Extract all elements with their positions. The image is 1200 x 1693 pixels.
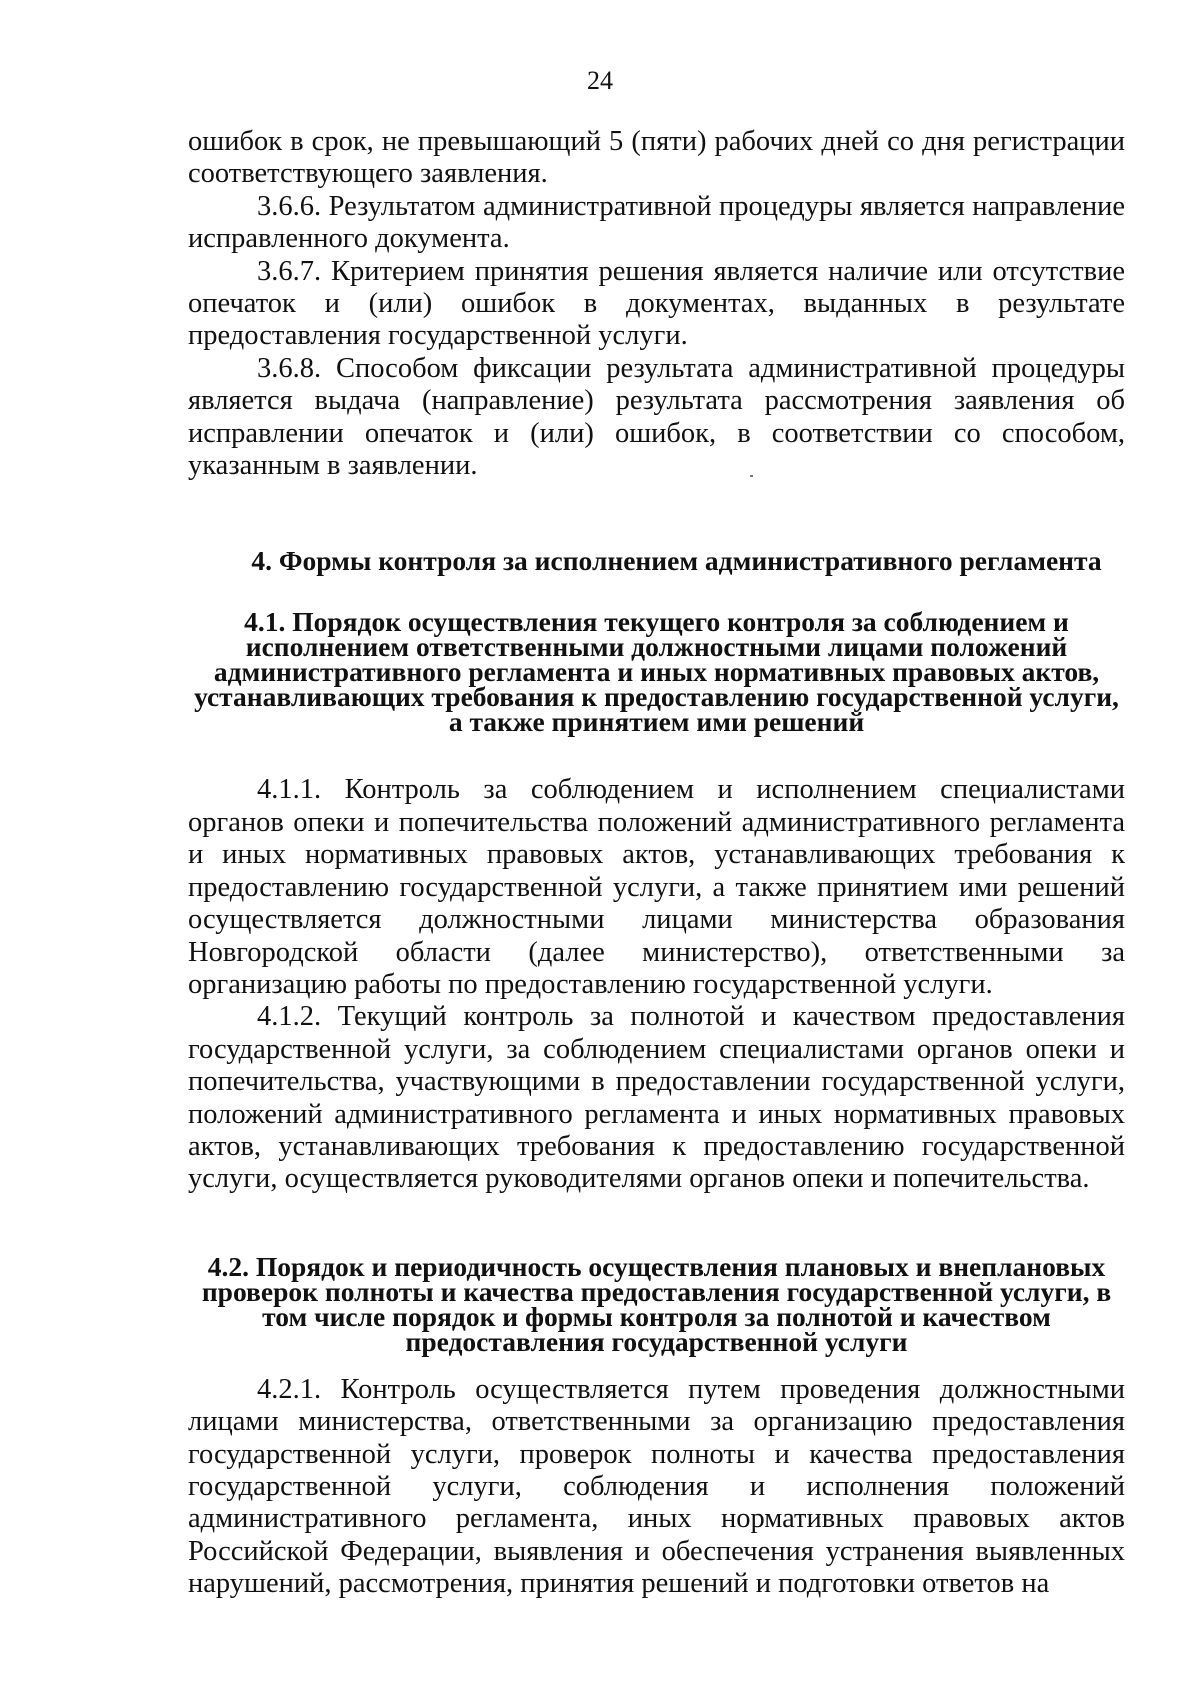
paragraph-3-6-8: 3.6.8. Способом фиксации результата административной процедуры является выдача (направление) результата рассмотрения заявления об исправлении опечаток и (или) ошибок, в соответствии со способом, указанным в заявлении. (188, 352, 1125, 482)
page-content (188, 126, 1125, 1601)
section-4-1-heading: 4.1. Порядок осуществления текущего контроля за соблюдением и исполнением ответственными должностными лицами положений административного регламента и иных нормативных правовых актов, устанавливающих требования к предоставлению государственной услуги, а также принятием ими решений (194, 606, 1119, 738)
page-number: 24 (587, 66, 613, 95)
scan-speck (750, 475, 753, 477)
section-4-2-heading: 4.2. Порядок и периодичность осуществления плановых и внеплановых проверок полноты и качества предоставления государственной услуги, в том числе порядок и формы контроля за полнотой и качеством предоставления государственной услуги (201, 1250, 1112, 1357)
section-4-heading: 4. Формы контроля за исполнением административного регламента (251, 545, 1102, 577)
paragraph-4-1-2: 4.1.2. Текущий контроль за полнотой и качеством предоставления государственной услуги, за соблюдением специалистами органов опеки и попечительства, участвующими в предоставлении государственной услуги, положений административного регламента и иных нормативных правовых актов, устанавливающих требования к предоставлению государственной услуги, осуществляется руководителями органов опеки и попечительства. (188, 1001, 1125, 1195)
paragraph-3-6-6: 3.6.6. Результатом административной процедуры является направление исправленного документа. (188, 190, 1125, 255)
paragraph-4-2-1: 4.2.1. Контроль осуществляется путем проведения должностными лицами министерства, ответственными за организацию предоставления государственной услуги, проверок полноты и качества предоставления государственной услуги, соблюдения и исполнения положений административного регламента, иных нормативных правовых актов Российской Федерации, выявления и обеспечения устранения выявленных нарушений, рассмотрения, принятия решений и подготовки ответов на (188, 1373, 1125, 1600)
paragraph-4-1-1: 4.1.1. Контроль за соблюдением и исполнением специалистами органов опеки и попечительства положений административного регламента и иных нормативных правовых актов, устанавливающих требования к предоставлению государственной услуги, а также принятием ими решений осуществляется должностными лицами министерства образования Новгородской области (далее министерство), ответственными за организацию работы по предоставлению государственной услуги. (188, 774, 1125, 1000)
paragraph-3-6-7: 3.6.7. Критерием принятия решения является наличие или отсутствие опечаток и (или) ошибок в документах, выданных в результате предоставления государственной услуги. (188, 255, 1125, 352)
paragraph-continuation: ошибок в срок, не превышающий 5 (пяти) рабочих дней со дня регистрации соответствующего заявления. (188, 126, 1125, 190)
